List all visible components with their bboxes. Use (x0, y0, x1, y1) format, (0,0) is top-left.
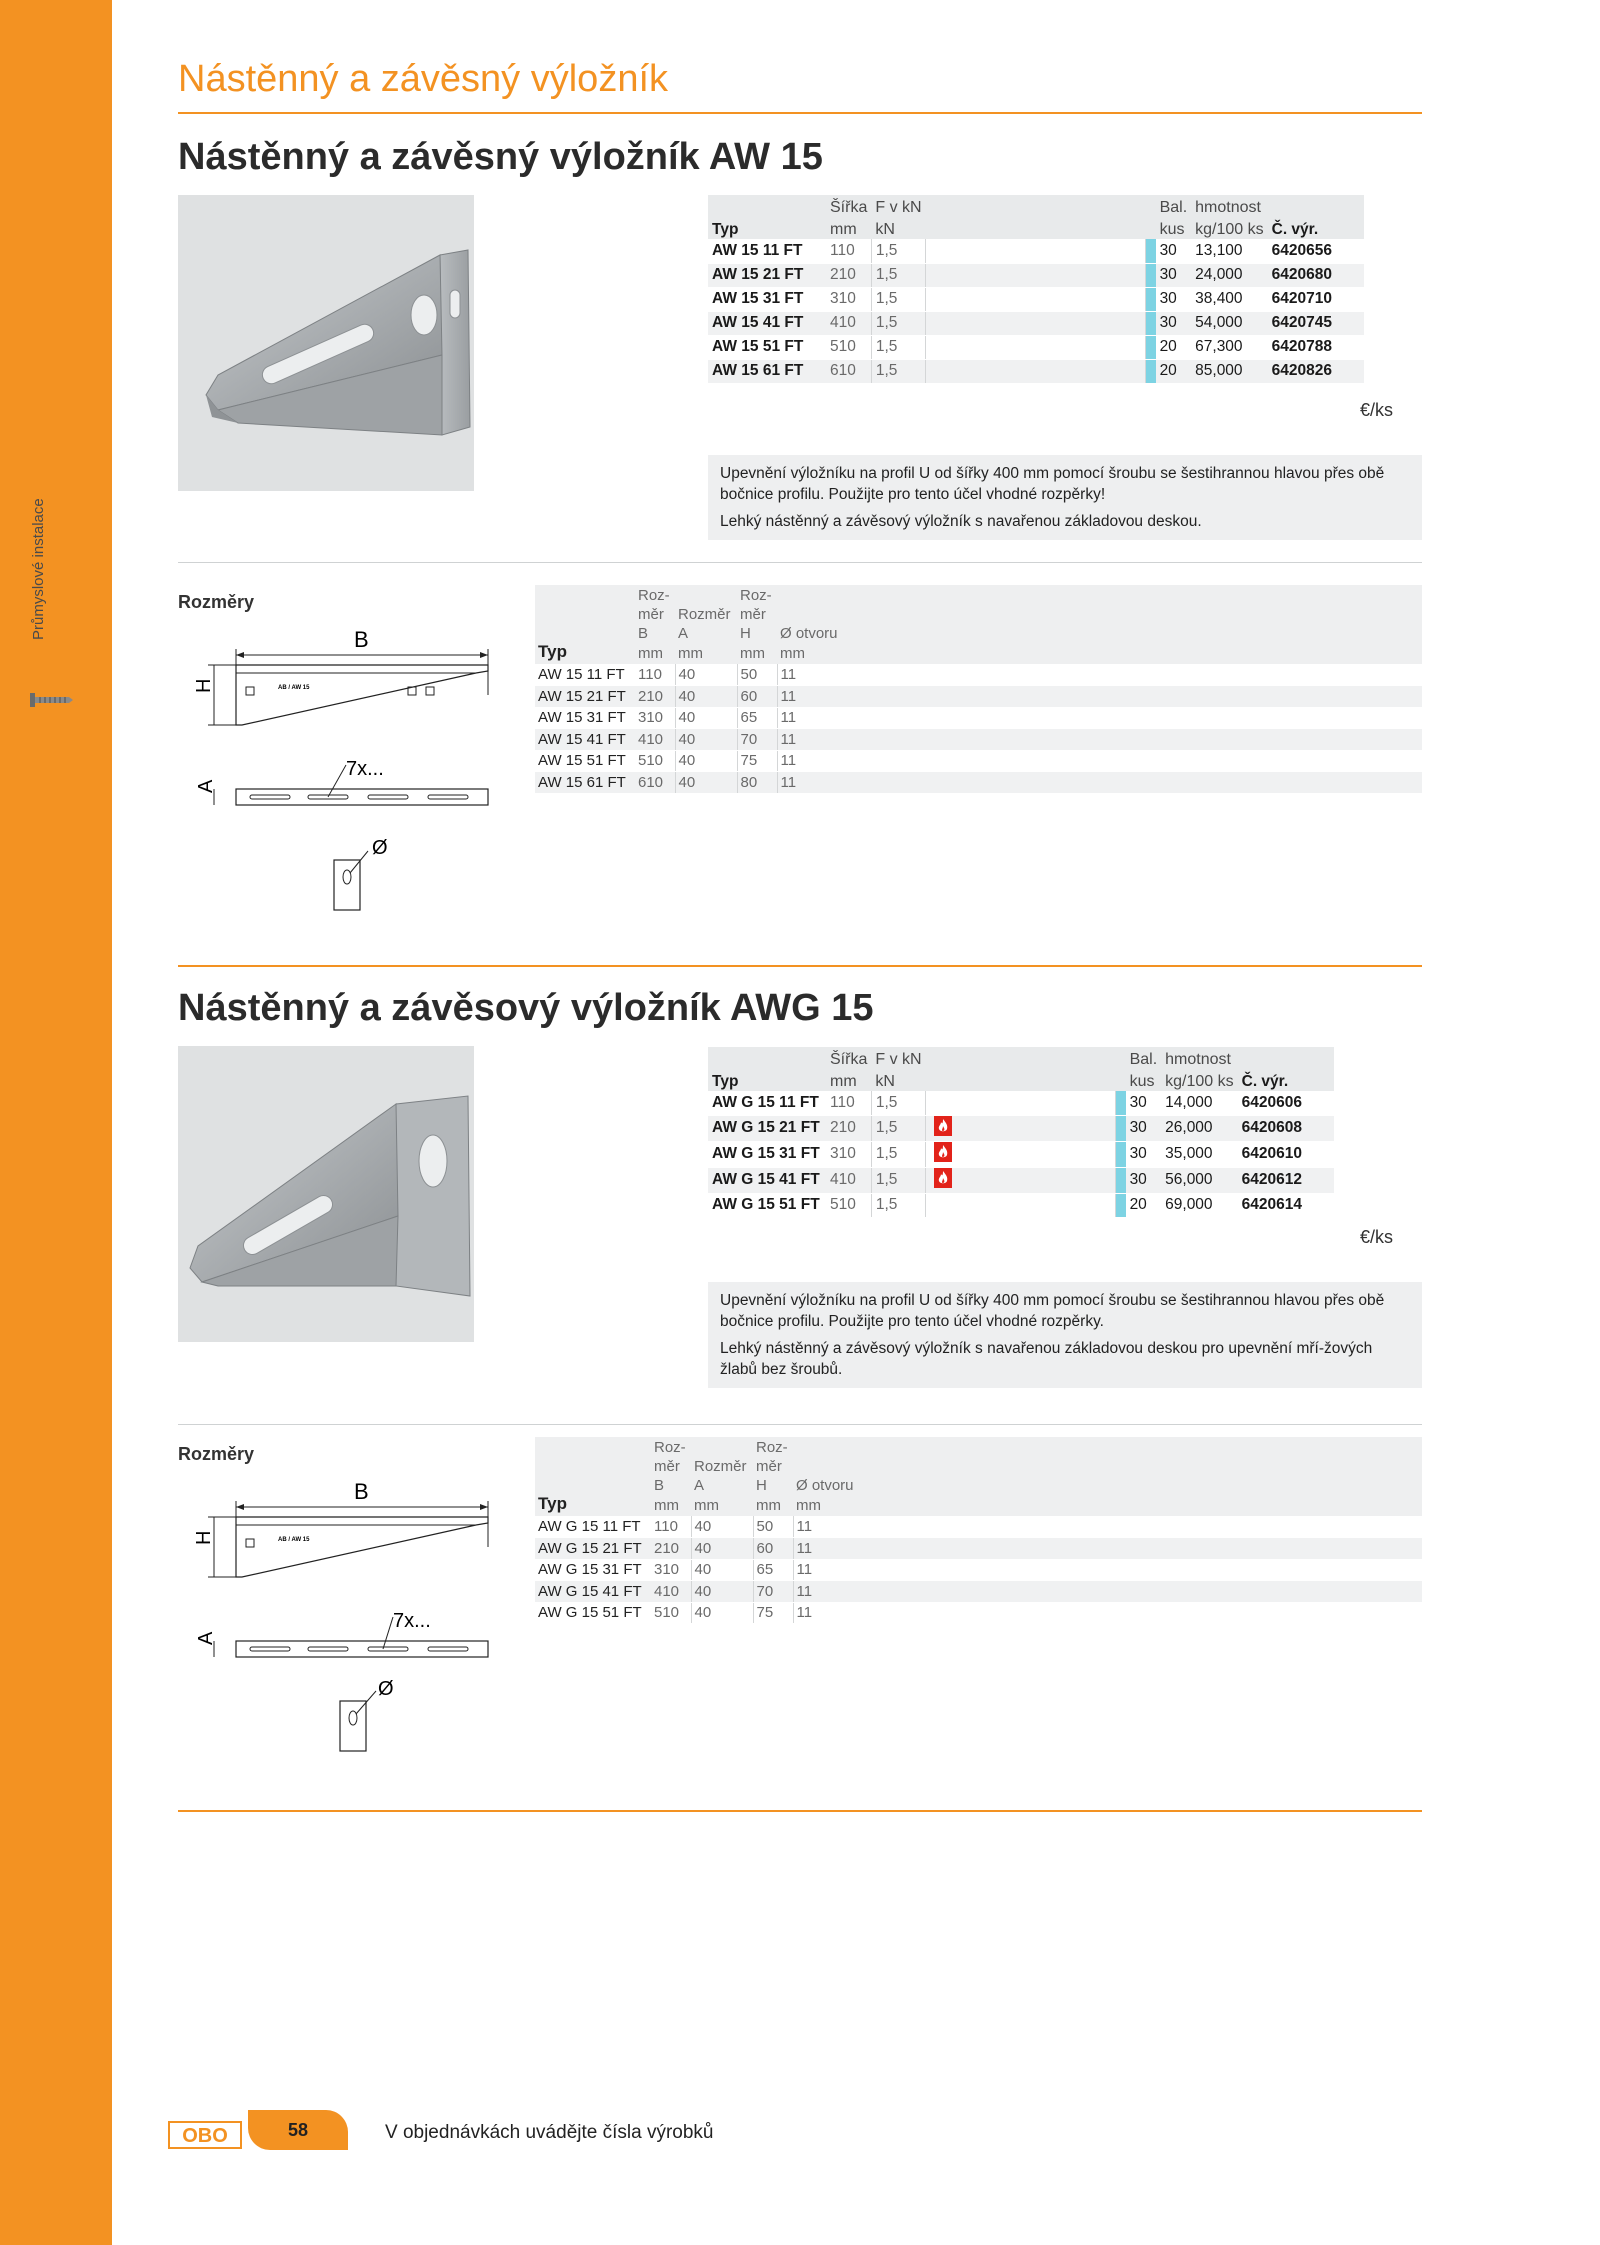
pack-quantity: 30 (1126, 1115, 1162, 1141)
fire-cell (926, 359, 1146, 383)
weight-value: 38,400 (1191, 287, 1267, 311)
product-table-awg15 (708, 1047, 1334, 1218)
product-type: AW G 15 41 FT (535, 1581, 651, 1603)
article-number: 6420606 (1238, 1091, 1334, 1115)
product-type: AW G 15 41 FT (708, 1167, 826, 1193)
load-value: 1,5 (871, 1193, 925, 1217)
weight-value: 54,000 (1191, 311, 1267, 335)
fire-cell (926, 287, 1146, 311)
dimension-value: 11 (793, 1538, 1422, 1560)
dimension-value: 40 (691, 1538, 753, 1560)
row-marker (1116, 1193, 1126, 1217)
row-marker (1146, 263, 1156, 287)
fire-cell (926, 1167, 1116, 1193)
dimension-drawing-awg15 (178, 1477, 508, 1787)
dimension-value: 610 (635, 772, 675, 794)
dimension-value: 110 (635, 664, 675, 686)
stamp-text: AB / AW 15 (278, 1537, 310, 1543)
weight-value: 85,000 (1191, 359, 1267, 383)
dimension-value: 11 (793, 1559, 1422, 1581)
dimension-value: 40 (691, 1581, 753, 1603)
article-number: 6420710 (1268, 287, 1364, 311)
load-value: 1,5 (871, 287, 925, 311)
dim-b-label: B (354, 627, 369, 652)
table-row (708, 335, 1364, 359)
product-note-awg15 (708, 1282, 1422, 1388)
dimension-value: 11 (777, 729, 1422, 751)
weight-value: 56,000 (1161, 1167, 1237, 1193)
load-value: 1,5 (871, 1141, 925, 1167)
row-marker (1116, 1167, 1126, 1193)
side-category-label: Průmyslové instalace (30, 498, 47, 640)
table-row (535, 772, 1422, 794)
dimension-value: 40 (691, 1602, 753, 1624)
fire-cell (926, 1193, 1116, 1217)
weight-value: 14,000 (1161, 1091, 1237, 1115)
dimension-value: 40 (675, 772, 737, 794)
product-type: AW G 15 51 FT (708, 1193, 826, 1217)
row-marker (1146, 287, 1156, 311)
dimension-value: 410 (635, 729, 675, 751)
row-marker (1146, 311, 1156, 335)
weight-value: 69,000 (1161, 1193, 1237, 1217)
dimension-value: 40 (675, 707, 737, 729)
fire-cell (926, 1115, 1116, 1141)
article-number: 6420680 (1268, 263, 1364, 287)
product-type: AW 15 31 FT (535, 707, 635, 729)
pack-quantity: 30 (1156, 239, 1192, 263)
fire-cell (926, 263, 1146, 287)
pack-quantity: 20 (1156, 359, 1192, 383)
fire-cell (926, 239, 1146, 263)
pack-quantity: 20 (1156, 335, 1192, 359)
row-marker (1116, 1115, 1126, 1141)
obo-logo (168, 2121, 242, 2149)
dimension-value: 210 (651, 1538, 691, 1560)
dimension-value: 11 (777, 686, 1422, 708)
dim-dia-label: Ø (372, 837, 388, 859)
article-number: 6420788 (1268, 335, 1364, 359)
pack-quantity: 30 (1126, 1141, 1162, 1167)
fire-icon (934, 1142, 952, 1162)
width-value: 510 (826, 1193, 871, 1217)
dimension-value: 11 (793, 1602, 1422, 1624)
section-divider (178, 562, 1422, 563)
width-value: 210 (826, 1115, 871, 1141)
table-row (535, 1602, 1422, 1624)
dimension-value: 75 (737, 750, 777, 772)
note-paragraph: Upevnění výložníku na profil U od šířky 400 mm pomocí šroubu se šestihrannou hlavou přes obě bočnice profilu. Použijte pro tento účel vhodné rozpěrky. (720, 1292, 1385, 1330)
product-type: AW 15 11 FT (535, 664, 635, 686)
weight-value: 26,000 (1161, 1115, 1237, 1141)
product-type: AW G 15 21 FT (708, 1115, 826, 1141)
load-value: 1,5 (871, 311, 925, 335)
width-value: 410 (826, 311, 871, 335)
footer-note: V objednávkách uvádějte čísla výrobků (385, 2122, 714, 2143)
dimension-value: 75 (753, 1602, 793, 1624)
stamp-text: AB / AW 15 (278, 685, 310, 691)
table-row (708, 1091, 1334, 1115)
pack-quantity: 20 (1126, 1193, 1162, 1217)
table-row (708, 287, 1364, 311)
dimension-value: 11 (777, 772, 1422, 794)
table-row (535, 1559, 1422, 1581)
load-value: 1,5 (871, 239, 925, 263)
note-paragraph: Lehký nástěnný a závěsový výložník s navařenou základovou deskou. (720, 513, 1202, 530)
dimension-value: 80 (737, 772, 777, 794)
table-row (708, 1167, 1334, 1193)
weight-value: 67,300 (1191, 335, 1267, 359)
dimension-value: 50 (737, 664, 777, 686)
article-number: 6420656 (1268, 239, 1364, 263)
dim-a-label: A (195, 1631, 217, 1645)
product-note-aw15 (708, 455, 1422, 540)
dimension-value: 50 (753, 1516, 793, 1538)
article-number: 6420826 (1268, 359, 1364, 383)
dimensions-label: Rozměry (178, 592, 255, 612)
dimension-value: 40 (675, 750, 737, 772)
table-row (535, 1516, 1422, 1538)
dimension-value: 60 (737, 686, 777, 708)
screw-icon (28, 690, 74, 710)
title-rule (178, 112, 1422, 114)
dimension-value: 11 (793, 1516, 1422, 1538)
page-title: Nástěnný a závěsný výložník (178, 58, 669, 100)
product-table-aw15 (708, 195, 1364, 384)
width-value: 310 (826, 1141, 871, 1167)
hole-count-label: 7x... (346, 758, 384, 780)
section-rule (178, 965, 1422, 967)
product-photo-aw15 (178, 195, 474, 491)
width-value: 610 (826, 359, 871, 383)
width-value: 110 (826, 239, 871, 263)
dimension-value: 70 (737, 729, 777, 751)
section-title-aw15: Nástěnný a závěsný výložník AW 15 (178, 136, 823, 178)
fire-cell (926, 311, 1146, 335)
product-type: AW G 15 11 FT (708, 1091, 826, 1115)
table-row (708, 1193, 1334, 1217)
article-number: 6420610 (1238, 1141, 1334, 1167)
note-paragraph: Upevnění výložníku na profil U od šířky 400 mm pomocí šroubu se šestihrannou hlavou přes obě bočnice profilu. Použijte pro tento účel vhodné rozpěrky! (720, 465, 1385, 503)
table-row (535, 1538, 1422, 1560)
bracket-illustration (178, 195, 474, 491)
row-marker (1116, 1091, 1126, 1115)
row-marker (1116, 1141, 1126, 1167)
table-row (708, 263, 1364, 287)
section-rule (178, 1810, 1422, 1812)
pack-quantity: 30 (1156, 263, 1192, 287)
product-type: AW G 15 31 FT (708, 1141, 826, 1167)
article-number: 6420745 (1268, 311, 1364, 335)
row-marker (1146, 239, 1156, 263)
load-value: 1,5 (871, 1091, 925, 1115)
article-number: 6420612 (1238, 1167, 1334, 1193)
dimension-value: 60 (753, 1538, 793, 1560)
product-type: AW 15 21 FT (708, 263, 826, 287)
table-row (708, 239, 1364, 263)
table-row (535, 729, 1422, 751)
product-type: AW 15 61 FT (535, 772, 635, 794)
table-header: Typ mm kN kus kg/100 ks Č. výr. (708, 1069, 1334, 1091)
dimension-value: 110 (651, 1516, 691, 1538)
fire-cell (926, 335, 1146, 359)
product-type: AW 15 41 FT (535, 729, 635, 751)
section-title-awg15: Nástěnný a závěsový výložník AWG 15 (178, 987, 874, 1029)
dimension-value: 310 (635, 707, 675, 729)
product-type: AW G 15 51 FT (535, 1602, 651, 1624)
pack-quantity: 30 (1126, 1167, 1162, 1193)
dimension-value: 40 (675, 664, 737, 686)
dimension-value: 11 (777, 750, 1422, 772)
table-row (708, 1141, 1334, 1167)
dimension-value: 11 (793, 1581, 1422, 1603)
pack-quantity: 30 (1156, 311, 1192, 335)
load-value: 1,5 (871, 335, 925, 359)
dimension-value: 11 (777, 664, 1422, 686)
article-number: 6420614 (1238, 1193, 1334, 1217)
dimension-drawing-aw15 (178, 625, 508, 935)
table-header-top: Šířka F v kN Bal. hmotnost (708, 195, 1364, 217)
fire-cell (926, 1141, 1116, 1167)
product-type: AW 15 51 FT (535, 750, 635, 772)
load-value: 1,5 (871, 1115, 925, 1141)
dimension-value: 40 (691, 1559, 753, 1581)
price-unit: €/ks (1360, 400, 1394, 420)
width-value: 310 (826, 287, 871, 311)
load-value: 1,5 (871, 1167, 925, 1193)
table-row (535, 750, 1422, 772)
table-row (535, 686, 1422, 708)
weight-value: 24,000 (1191, 263, 1267, 287)
dimension-table-aw15: Roz- Roz- měr Rozměr měr B A H Ø otvoru Typ mm mm mm mm AW 15 11 FT 110 40 50 11 AW 15 21 FT 210 40 60 11 AW 15 31 FT 310 40 65 11 AW 15 41 FT 410 40 70 11 AW 15 51 FT 510 40 75 11 AW 15 61 FT 610 40 80 11 (535, 585, 1422, 794)
dimension-value: 65 (737, 707, 777, 729)
table-row (535, 1581, 1422, 1603)
dimension-value: 40 (675, 686, 737, 708)
fire-icon (934, 1116, 952, 1136)
dimension-value: 40 (691, 1516, 753, 1538)
fire-icon (934, 1168, 952, 1188)
table-header: Typ mm kN kus kg/100 ks Č. výr. (708, 217, 1364, 239)
product-type: AW 15 51 FT (708, 335, 826, 359)
section-divider (178, 1424, 1422, 1425)
dimension-value: 310 (651, 1559, 691, 1581)
product-type: AW G 15 31 FT (535, 1559, 651, 1581)
table-row (708, 1115, 1334, 1141)
dimension-value: 410 (651, 1581, 691, 1603)
product-type: AW 15 61 FT (708, 359, 826, 383)
dimension-value: 40 (675, 729, 737, 751)
width-value: 410 (826, 1167, 871, 1193)
product-type: AW G 15 21 FT (535, 1538, 651, 1560)
table-row (535, 707, 1422, 729)
row-marker (1146, 359, 1156, 383)
load-value: 1,5 (871, 359, 925, 383)
width-value: 210 (826, 263, 871, 287)
svg-text:OBO: OBO (182, 2125, 228, 2147)
note-paragraph: Lehký nástěnný a závěsový výložník s navařenou základovou deskou pro upevnění mří-žových žlabů bez šroubů. (720, 1340, 1373, 1378)
load-value: 1,5 (871, 263, 925, 287)
hole-count-label: 7x... (393, 1610, 431, 1632)
product-type: AW G 15 11 FT (535, 1516, 651, 1538)
dimension-value: 510 (635, 750, 675, 772)
page-number: 58 (248, 2110, 348, 2150)
table-row (708, 359, 1364, 383)
dim-h-label: H (193, 678, 215, 693)
product-type: AW 15 11 FT (708, 239, 826, 263)
article-number: 6420608 (1238, 1115, 1334, 1141)
table-row (535, 664, 1422, 686)
dimension-value: 65 (753, 1559, 793, 1581)
dimension-value: 510 (651, 1602, 691, 1624)
price-unit: €/ks (1360, 1227, 1394, 1247)
product-type: AW 15 21 FT (535, 686, 635, 708)
weight-value: 35,000 (1161, 1141, 1237, 1167)
dim-h-label: H (193, 1530, 215, 1545)
fire-cell (926, 1091, 1116, 1115)
product-type: AW 15 41 FT (708, 311, 826, 335)
table-header-top: Šířka F v kN Bal. hmotnost (708, 1047, 1334, 1069)
bracket-illustration (178, 1046, 474, 1342)
dimension-table-awg15: Roz- Roz- měr Rozměr měr B A H Ø otvoru Typ mm mm mm mm AW G 15 11 FT 110 40 50 11 AW G 15 21 FT 210 40 60 11 AW G 15 31 FT 310 40 65 11 AW G 15 41 FT 410 40 70 11 AW G 15 51 FT 510 40 75 11 (535, 1437, 1422, 1624)
weight-value: 13,100 (1191, 239, 1267, 263)
dimension-value: 210 (635, 686, 675, 708)
product-type: AW 15 31 FT (708, 287, 826, 311)
sidebar-band (0, 0, 112, 2245)
dimension-value: 11 (777, 707, 1422, 729)
dimension-value: 70 (753, 1581, 793, 1603)
table-row (708, 311, 1364, 335)
dimensions-label: Rozměry (178, 1444, 255, 1464)
row-marker (1146, 335, 1156, 359)
pack-quantity: 30 (1126, 1091, 1162, 1115)
width-value: 510 (826, 335, 871, 359)
product-photo-awg15 (178, 1046, 474, 1342)
width-value: 110 (826, 1091, 871, 1115)
pack-quantity: 30 (1156, 287, 1192, 311)
dim-b-label: B (354, 1479, 369, 1504)
dim-dia-label: Ø (378, 1678, 394, 1700)
dim-a-label: A (195, 779, 217, 793)
